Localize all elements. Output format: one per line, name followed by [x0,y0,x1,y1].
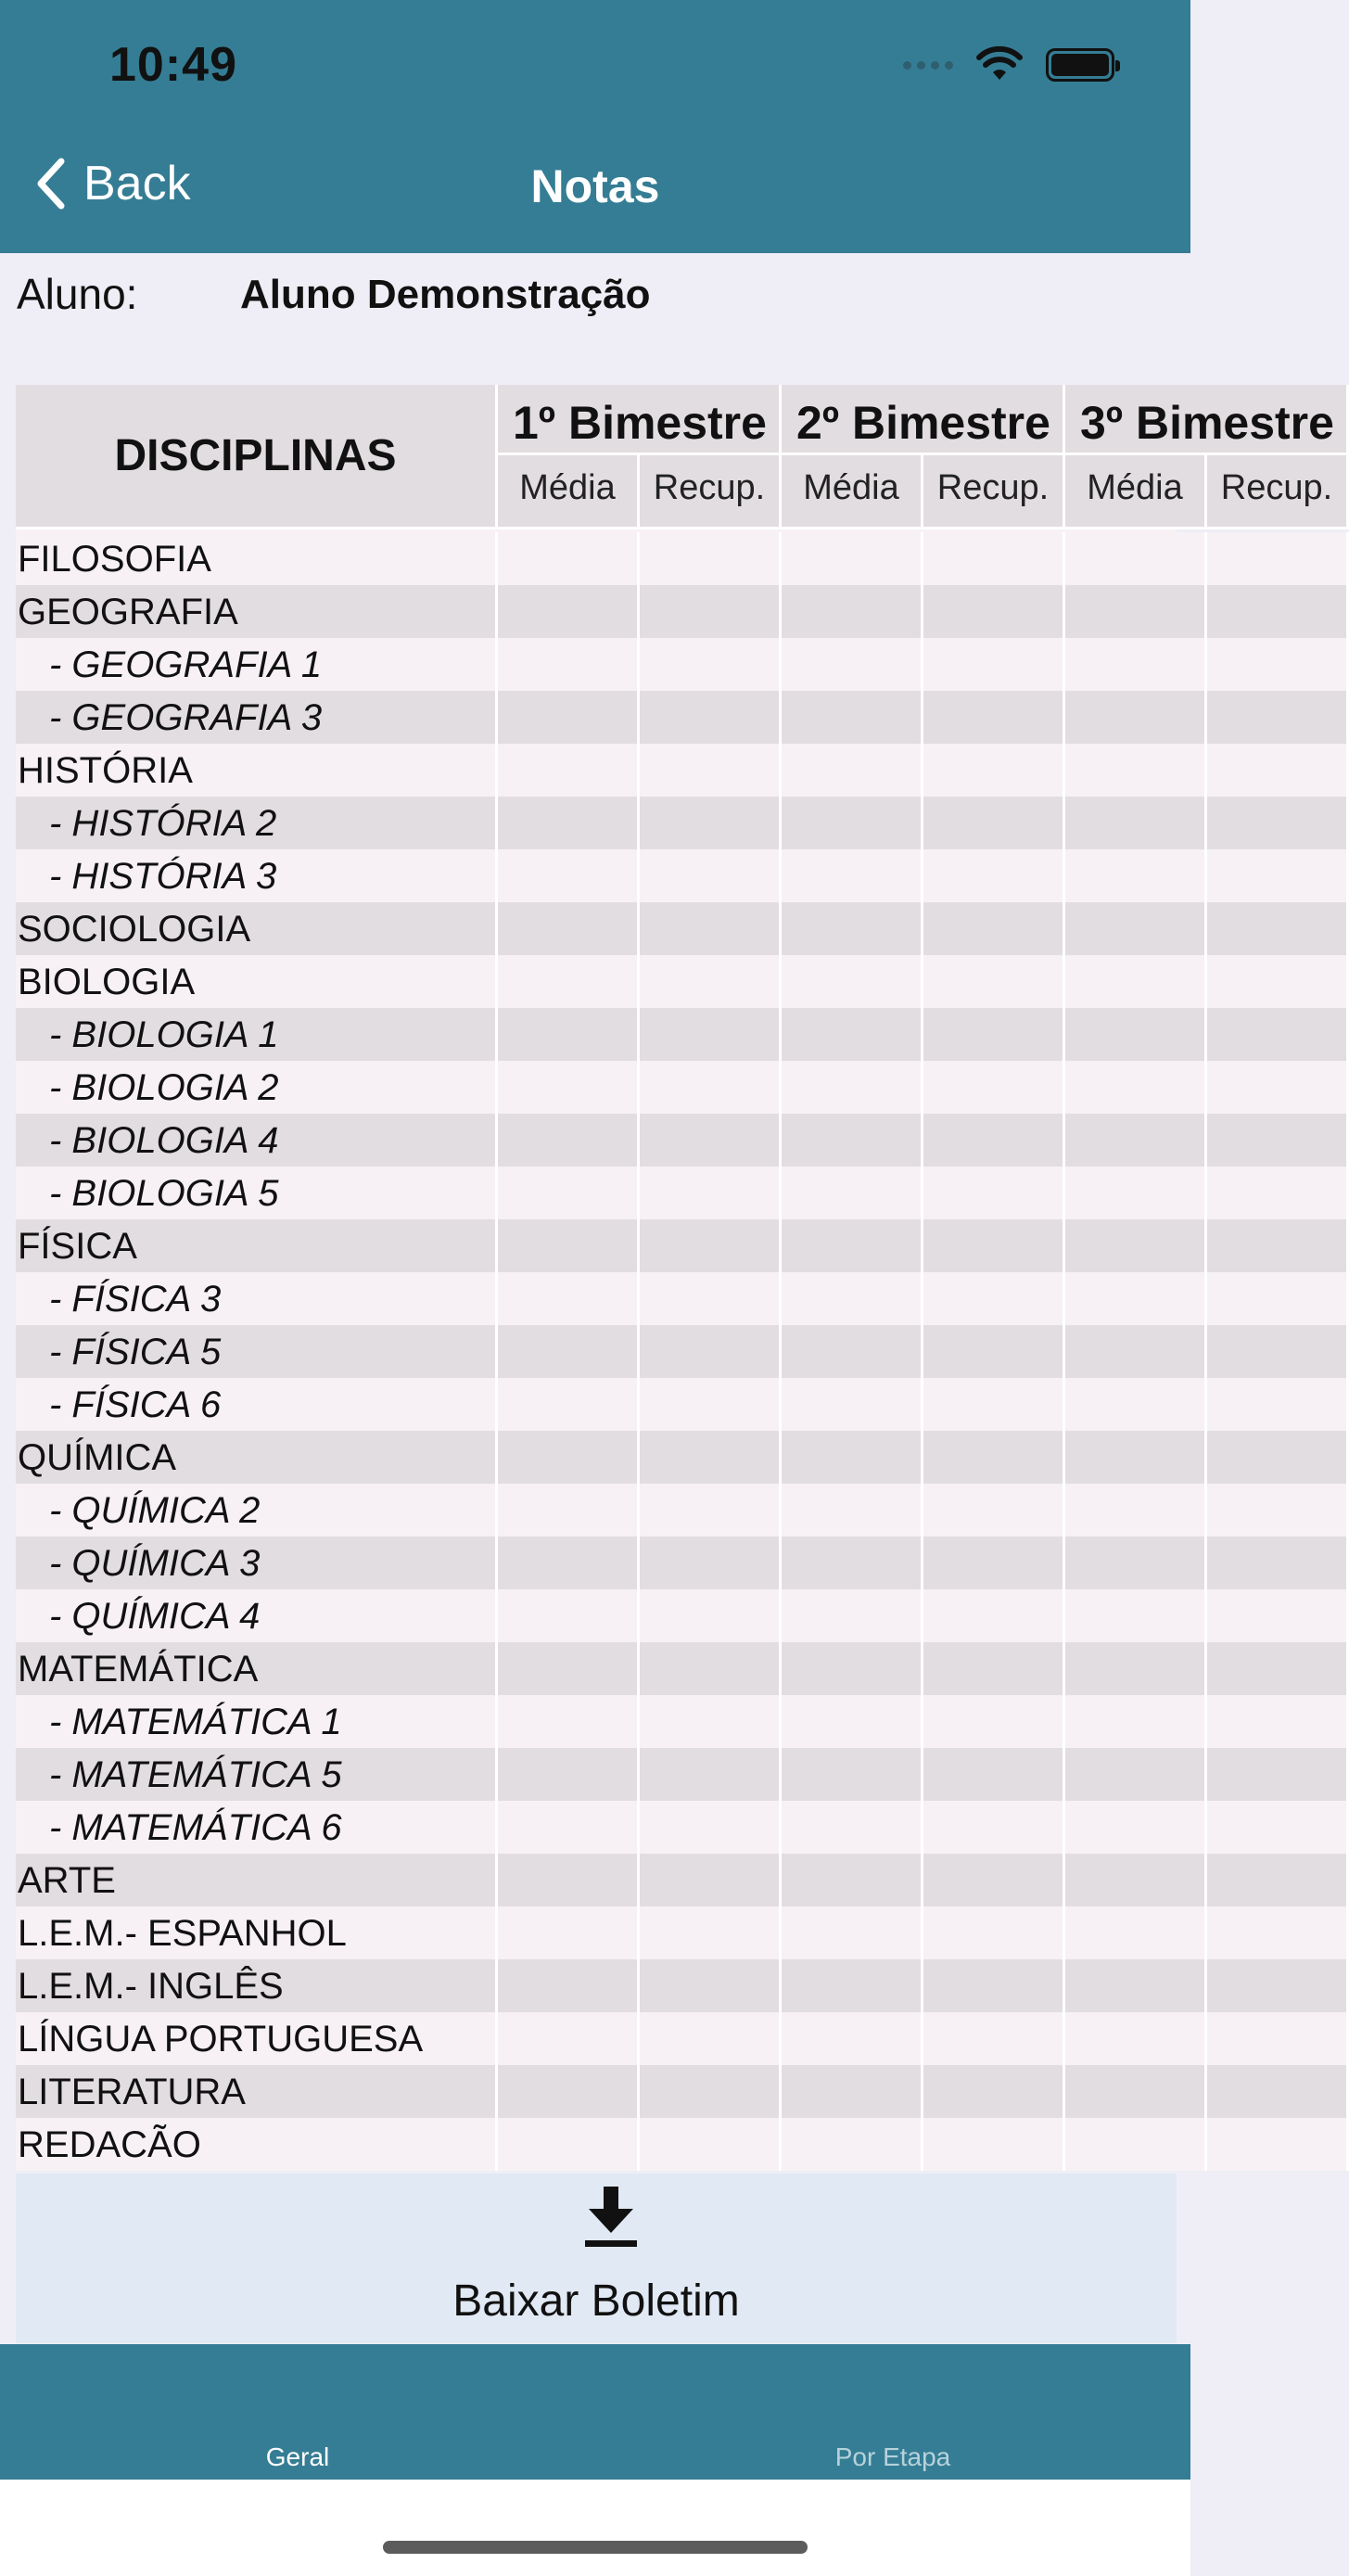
grade-cell [1065,2012,1207,2065]
discipline-name: - HISTÓRIA 3 [16,849,498,902]
grade-cell [1065,744,1207,797]
grade-cell [1065,1537,1207,1589]
grade-cell [1207,1061,1349,1114]
discipline-name: - QUÍMICA 4 [16,1589,498,1642]
tab-por-etapa-label: Por Etapa [834,2442,951,2471]
grade-cell [1065,1272,1207,1325]
grade-cell [923,1325,1065,1378]
discipline-name: LITERATURA [16,2065,498,2118]
grade-cell [498,744,640,797]
discipline-name: - FÍSICA 5 [16,1325,498,1378]
grade-cell [498,1854,640,1906]
table-row [16,902,1177,955]
grade-cell [1065,1642,1207,1695]
grade-cell [640,797,782,849]
table-row [16,2012,1177,2065]
grade-cell [923,1431,1065,1484]
grade-cell [782,1167,923,1219]
table-row [16,1801,1177,1854]
table-row [16,1642,1177,1695]
grade-cell [782,585,923,638]
grade-cell [923,744,1065,797]
discipline-name: - BIOLOGIA 2 [16,1061,498,1114]
grade-cell [923,2012,1065,2065]
grade-cell [923,955,1065,1008]
discipline-name: FÍSICA [16,1219,498,1272]
grade-cell [1065,849,1207,902]
grade-cell [923,1061,1065,1114]
grade-cell [1207,1801,1349,1854]
discipline-name: - QUÍMICA 3 [16,1537,498,1589]
grade-cell [782,1325,923,1378]
table-row [16,1008,1177,1061]
grade-cell [1207,1537,1349,1589]
download-report-button[interactable] [16,2174,1177,2343]
grade-cell [923,1854,1065,1906]
grade-cell [498,1061,640,1114]
grade-cell [498,1748,640,1801]
grade-cell [640,532,782,585]
grade-cell [782,691,923,744]
grade-cell [1065,1008,1207,1061]
grade-cell [1065,691,1207,744]
grade-cell [782,1589,923,1642]
grade-cell [1207,2065,1349,2118]
grade-cell [498,1642,640,1695]
grade-cell [498,1589,640,1642]
grade-cell [782,1854,923,1906]
grade-cell [498,2065,640,2118]
grade-cell [1065,2065,1207,2118]
grade-cell [640,849,782,902]
grade-cell [640,2118,782,2171]
table-row [16,2065,1177,2118]
grade-cell [782,1695,923,1748]
grade-cell [498,1167,640,1219]
table-row [16,1219,1177,1272]
grade-cell [782,1114,923,1167]
discipline-name: REDACÃO [16,2118,498,2171]
discipline-name: - MATEMÁTICA 5 [16,1748,498,1801]
disciplines-header: DISCIPLINAS [16,385,498,529]
grade-cell [1207,2012,1349,2065]
grade-cell [923,2065,1065,2118]
grade-cell [782,1008,923,1061]
grade-cell [782,638,923,691]
grade-cell [1065,1695,1207,1748]
stage-header-3: 3º Bimestre [1065,385,1349,455]
discipline-name: LÍNGUA PORTUGUESA [16,2012,498,2065]
grade-cell [923,1114,1065,1167]
grade-cell [1065,1906,1207,1959]
table-row [16,1431,1177,1484]
grade-cell [640,1642,782,1695]
grade-cell [1065,585,1207,638]
grade-cell [1207,849,1349,902]
grade-cell [1065,1959,1207,2012]
table-row [16,585,1177,638]
grade-cell [782,1959,923,2012]
grade-cell [1207,744,1349,797]
grade-cell [1207,585,1349,638]
grade-cell [498,1378,640,1431]
grade-cell [498,1272,640,1325]
grades-table[interactable] [16,385,1334,2165]
grade-cell [640,1167,782,1219]
grade-cell [640,955,782,1008]
table-row [16,1537,1177,1589]
grade-cell [1207,902,1349,955]
grade-cell [1207,1431,1349,1484]
grade-cell [1207,1219,1349,1272]
grade-cell [640,1959,782,2012]
grade-cell [923,1801,1065,1854]
table-row [16,1906,1177,1959]
grade-cell [1207,1325,1349,1378]
grade-cell [1207,955,1349,1008]
grade-cell [640,2012,782,2065]
grade-cell [1065,532,1207,585]
grade-cell [923,638,1065,691]
grade-cell [923,691,1065,744]
grade-cell [498,1695,640,1748]
grade-cell [1207,1272,1349,1325]
grade-cell [1207,1114,1349,1167]
wifi-icon [977,48,1022,82]
grade-cell [640,1008,782,1061]
table-row [16,1325,1177,1378]
grade-cell [1065,1801,1207,1854]
grade-cell [498,691,640,744]
status-time: 10:49 [109,38,237,92]
grade-cell [782,1537,923,1589]
download-label: Baixar Boletim [452,2276,740,2326]
student-info [17,269,1185,334]
grade-cell [498,1325,640,1378]
table-row [16,955,1177,1008]
recup-column-header: Recup. [923,455,1065,529]
navigation-header [0,0,1190,253]
grade-cell [782,1219,923,1272]
grade-cell [640,1272,782,1325]
grade-cell [1065,955,1207,1008]
status-icons [903,48,1114,82]
grade-cell [1207,1167,1349,1219]
grade-cell [1207,1906,1349,1959]
discipline-name: FILOSOFIA [16,532,498,585]
grade-cell [923,585,1065,638]
grade-cell [923,1272,1065,1325]
grade-cell [923,849,1065,902]
battery-icon [1046,48,1114,82]
grade-cell [923,797,1065,849]
grade-cell [1065,1219,1207,1272]
grade-cell [640,585,782,638]
grade-cell [923,1642,1065,1695]
grade-cell [923,2118,1065,2171]
grade-cell [923,1748,1065,1801]
discipline-name: ARTE [16,1854,498,1906]
grade-cell [640,1748,782,1801]
discipline-name: QUÍMICA [16,1431,498,1484]
grade-cell [1065,1325,1207,1378]
grade-cell [1207,1589,1349,1642]
table-row [16,849,1177,902]
media-column-header: Média [782,455,923,529]
grade-cell [923,1484,1065,1537]
grade-cell [923,1537,1065,1589]
table-row [16,1484,1177,1537]
tab-por-etapa[interactable] [595,2344,1190,2480]
back-label: Back [83,157,191,210]
grade-cell [640,1854,782,1906]
page-title: Notas [530,160,660,212]
grade-cell [640,1906,782,1959]
grade-cell [498,2118,640,2171]
grade-cell [923,1219,1065,1272]
grade-cell [640,1484,782,1537]
grade-cell [498,1219,640,1272]
grade-cell [1065,1114,1207,1167]
grade-cell [640,902,782,955]
table-row [16,744,1177,797]
discipline-name: GEOGRAFIA [16,585,498,638]
grade-cell [498,1484,640,1537]
grade-cell [640,1801,782,1854]
grade-cell [923,1906,1065,1959]
table-row [16,1589,1177,1642]
student-label: Aluno: [17,270,138,318]
table-row [16,1748,1177,1801]
grade-cell [1065,1854,1207,1906]
grade-cell [1207,1695,1349,1748]
grade-cell [1065,1589,1207,1642]
grade-cell [782,955,923,1008]
discipline-name: - GEOGRAFIA 3 [16,691,498,744]
grade-cell [498,849,640,902]
table-row [16,797,1177,849]
grade-cell [1065,1167,1207,1219]
grade-cell [1207,1854,1349,1906]
grade-cell [1207,1959,1349,2012]
grade-cell [1207,638,1349,691]
grade-cell [498,1114,640,1167]
discipline-name: L.E.M.- ESPANHOL [16,1906,498,1959]
grade-cell [498,955,640,1008]
discipline-name: - MATEMÁTICA 6 [16,1801,498,1854]
grade-cell [782,2065,923,2118]
table-row [16,1272,1177,1325]
recup-column-header: Recup. [1207,455,1349,529]
grade-cell [640,2065,782,2118]
grade-cell [640,1325,782,1378]
grade-cell [1207,1484,1349,1537]
grade-cell [498,638,640,691]
grade-cell [498,585,640,638]
grade-cell [923,1589,1065,1642]
grade-cell [1207,1748,1349,1801]
table-row [16,691,1177,744]
download-icon [583,2187,639,2248]
grade-cell [498,1008,640,1061]
table-row [16,1854,1177,1906]
grade-cell [640,1589,782,1642]
grade-cell [640,691,782,744]
discipline-name: L.E.M.- INGLÊS [16,1959,498,2012]
grade-cell [923,902,1065,955]
grade-cell [1207,1008,1349,1061]
grade-cell [1065,797,1207,849]
table-row [16,532,1177,585]
discipline-name: SOCIOLOGIA [16,902,498,955]
grade-cell [782,1431,923,1484]
grade-cell [498,1801,640,1854]
grade-cell [923,1959,1065,2012]
table-row [16,1114,1177,1167]
grade-cell [640,1695,782,1748]
grade-cell [1207,691,1349,744]
home-indicator[interactable] [383,2541,808,2554]
grade-cell [640,744,782,797]
grade-cell [782,2012,923,2065]
media-column-header: Média [1065,455,1207,529]
grade-cell [782,744,923,797]
discipline-name: - BIOLOGIA 5 [16,1167,498,1219]
tab-geral[interactable] [0,2344,595,2480]
tab-geral-label: Geral [265,2442,330,2471]
grade-cell [498,797,640,849]
grade-cell [782,1801,923,1854]
student-name: Aluno Demonstração [240,272,651,317]
table-row [16,1959,1177,2012]
grade-cell [782,1642,923,1695]
grade-cell [640,1219,782,1272]
recup-column-header: Recup. [640,455,782,529]
grade-cell [923,532,1065,585]
grade-cell [923,1167,1065,1219]
grade-cell [1207,532,1349,585]
media-column-header: Média [498,455,640,529]
grade-cell [782,1378,923,1431]
grade-cell [1065,902,1207,955]
discipline-name: - FÍSICA 3 [16,1272,498,1325]
grade-cell [1207,2118,1349,2171]
grade-cell [923,1378,1065,1431]
discipline-name: - BIOLOGIA 4 [16,1114,498,1167]
discipline-name: - HISTÓRIA 2 [16,797,498,849]
grade-cell [640,1537,782,1589]
stage-header-2: 2º Bimestre [782,385,1065,455]
discipline-name: - BIOLOGIA 1 [16,1008,498,1061]
table-row [16,1378,1177,1431]
grade-cell [1065,2118,1207,2171]
discipline-name: MATEMÁTICA [16,1642,498,1695]
grade-cell [1065,1484,1207,1537]
grade-cell [498,532,640,585]
grade-cell [782,902,923,955]
discipline-name: - GEOGRAFIA 1 [16,638,498,691]
grade-cell [782,1748,923,1801]
stage-header-1: 1º Bimestre [498,385,782,455]
grade-cell [782,797,923,849]
grade-cell [498,1431,640,1484]
home-area [0,2480,1190,2576]
tab-bar [0,2344,1190,2480]
grade-cell [782,849,923,902]
grade-cell [498,1906,640,1959]
grade-cell [1065,1431,1207,1484]
discipline-name: HISTÓRIA [16,744,498,797]
discipline-name: BIOLOGIA [16,955,498,1008]
grade-cell [1065,638,1207,691]
grade-cell [1207,1378,1349,1431]
grade-cell [782,1906,923,1959]
grade-cell [782,1061,923,1114]
table-row [16,1695,1177,1748]
grade-cell [640,1431,782,1484]
grade-cell [498,1537,640,1589]
grade-cell [1065,1378,1207,1431]
grade-cell [1207,1642,1349,1695]
signal-icon [903,61,953,70]
grade-cell [923,1695,1065,1748]
grade-cell [640,1378,782,1431]
table-row [16,1061,1177,1114]
table-row [16,638,1177,691]
grade-cell [640,638,782,691]
grade-cell [1065,1061,1207,1114]
discipline-name: - FÍSICA 6 [16,1378,498,1431]
grade-cell [498,1959,640,2012]
grade-cell [782,2118,923,2171]
grade-cell [782,1272,923,1325]
grade-cell [498,2012,640,2065]
table-row [16,2118,1177,2171]
discipline-name: - QUÍMICA 2 [16,1484,498,1537]
table-row [16,1167,1177,1219]
grade-cell [782,1484,923,1537]
grade-cell [1065,1748,1207,1801]
grade-cell [498,902,640,955]
grade-cell [640,1114,782,1167]
grade-cell [923,1008,1065,1061]
grade-cell [1207,797,1349,849]
grade-cell [782,532,923,585]
discipline-name: - MATEMÁTICA 1 [16,1695,498,1748]
grade-cell [640,1061,782,1114]
